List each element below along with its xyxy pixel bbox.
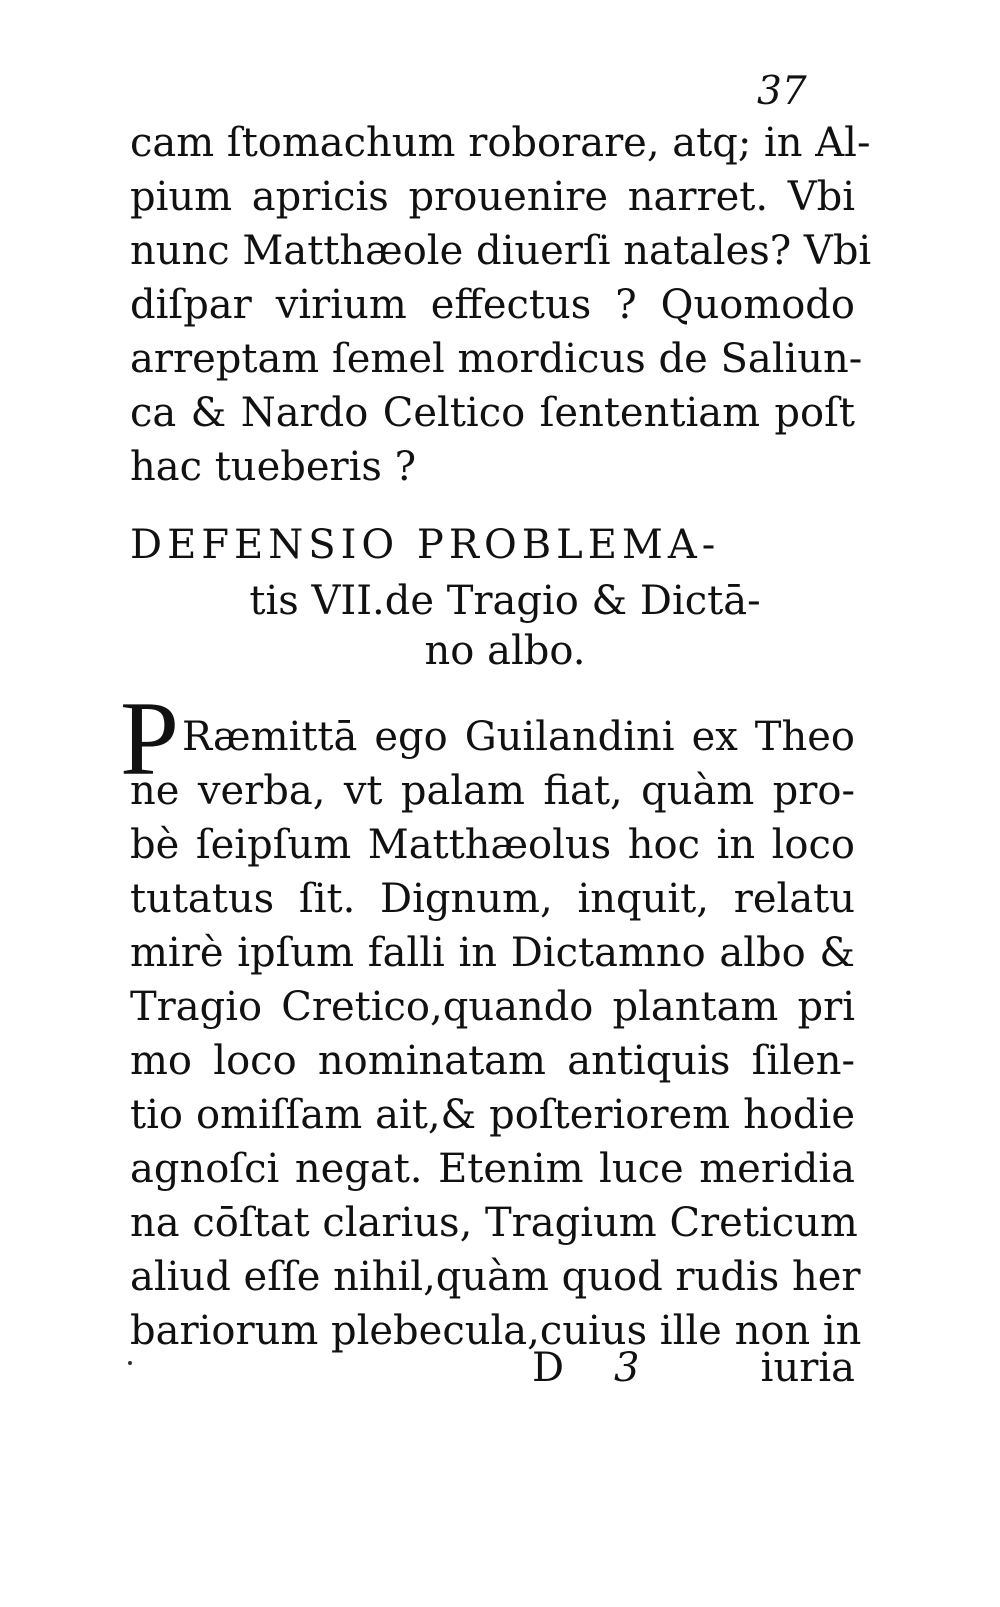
text-line: tutatus ſit. Dignum, inquit, relatu	[130, 876, 855, 922]
text-line: nunc Matthæole diuerſi natales? Vbi	[130, 228, 872, 274]
text-line: bariorum plebecula,cuius ille non in	[130, 1308, 862, 1354]
text-line: tio omiſſam ait,& poſteriorem hodie	[130, 1092, 855, 1138]
section-heading-line-3: no albo.	[424, 628, 586, 674]
section-heading-line-2: tis VII.de Tragio & Dictā-	[249, 578, 761, 624]
section-heading: DEFENSIO PROBLEMA-	[130, 522, 721, 568]
text-line: aliud eſſe nihil,quàm quod rudis her	[130, 1254, 861, 1300]
text-line: ne verba, vt palam fiat, quàm pro-	[130, 768, 855, 814]
paragraph-continuation	[130, 116, 872, 494]
text-line: mo loco nominatam antiquis ſilen-	[130, 1038, 855, 1084]
text-line: Ræmittā ego Guilandini ex Theo	[182, 714, 855, 760]
text-line: na cōſtat clarius, Tragium Creticum	[130, 1200, 858, 1246]
paragraph-main	[130, 710, 862, 1358]
ink-dot	[128, 1361, 132, 1365]
text-line: cam ſtomachum roborare, atq; in Al-	[130, 120, 871, 166]
text-line: bè ſeipſum Matthæolus hoc in loco	[130, 822, 855, 868]
text-line: mirè ipſum falli in Dictamno albo &	[130, 930, 855, 976]
text-line: agnoſci negat. Etenim luce meridia	[130, 1146, 855, 1192]
text-line: diſpar virium effectus ? Quomodo	[130, 282, 855, 328]
signature-mark-number: 3	[614, 1345, 640, 1391]
page-footer	[120, 1341, 855, 1395]
text-line: pium apricis prouenire narret. Vbi	[130, 174, 855, 220]
text-line: arreptam ſemel mordicus de Saliun-	[130, 336, 863, 382]
drop-cap: P	[120, 680, 179, 797]
text-line: Tragio Cretico,quando plantam pri	[130, 984, 855, 1030]
text-line: ca & Nardo Celtico ſententiam poſt	[130, 390, 855, 436]
catchword: iuria	[760, 1345, 855, 1391]
signature-mark-letter: D	[532, 1345, 565, 1391]
text-line: hac tueberis ?	[130, 444, 417, 490]
page-number: 37	[757, 69, 807, 114]
